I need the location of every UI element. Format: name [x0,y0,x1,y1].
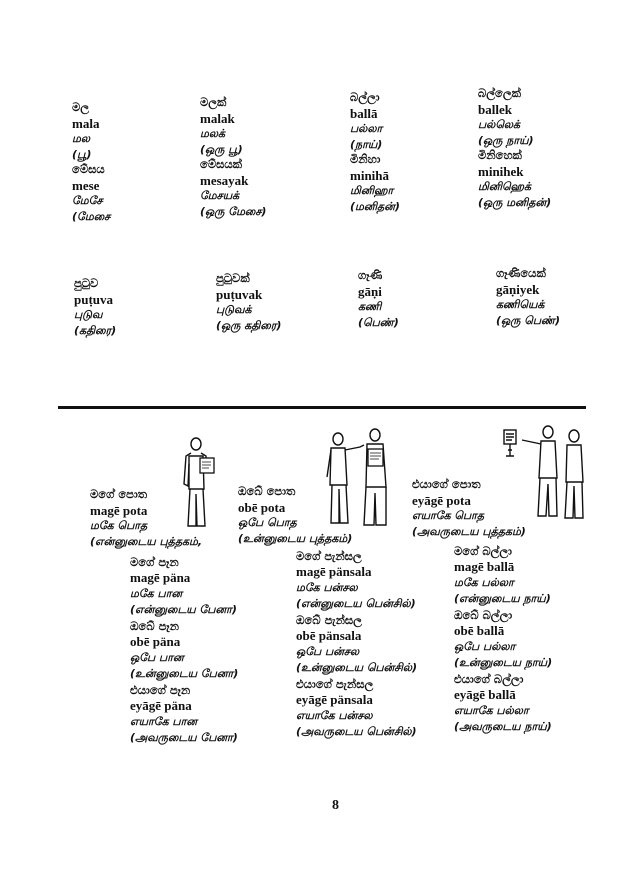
tamil-meaning: (நாய்) [350,137,383,151]
tamil-meaning: (மனிதன்) [350,199,400,213]
tamil-transliteration: மினிஹா [350,184,394,197]
latin-transliteration: mala [72,115,100,131]
vocab-group-ballek [478,86,551,210]
tamil-transliteration: எயாகே பான [130,715,198,728]
sinhala-phrase: මගේ පොත [90,487,148,501]
sinhala-word: මේසය [72,162,105,176]
phrase-eyage-pota [412,477,526,539]
phrase-column-pansala [296,548,417,740]
sinhala-phrase: ඔබේ බල්ලා [454,608,513,622]
tamil-meaning: (என்னுடைய பேனா) [130,603,237,616]
latin-transliteration: mese [72,177,100,193]
tamil-meaning: (என்னுடைய புத்தகம், [90,534,203,548]
latin-transliteration: obē pota [238,499,286,515]
section-divider [58,406,586,409]
sinhala-phrase: එයාගේ බල්ලා [454,672,524,686]
vocab-group-ganiyek [496,266,560,328]
phrase-column-balla [454,543,552,735]
tamil-transliteration: ஒபே பன்சல [296,645,360,658]
tamil-meaning: (அவருடைய நாய்) [454,720,552,733]
sinhala-word: මිනිහා [350,152,381,166]
latin-transliteration: gāṇiyek [496,281,540,297]
tamil-meaning: (உன்னுடைய நாய்) [454,656,553,669]
latin-transliteration: ballek [478,101,512,117]
page-number: 8 [332,798,339,813]
sinhala-phrase: ඔබේ පොත [238,484,296,498]
sinhala-phrase: මගේ පැන්සල [296,549,362,563]
sinhala-phrase: එයාගේ පොත [412,477,481,491]
tamil-transliteration: கணியெக் [496,298,545,311]
phrase-mage-pota [90,487,202,549]
tamil-meaning: (பெண்) [358,315,399,329]
vocab-group-putuvak [216,271,281,333]
tamil-transliteration: மினிஹெக் [478,180,532,193]
latin-transliteration: puṭuva [74,291,114,307]
tamil-transliteration: ஒபே பான [130,651,184,664]
latin-transliteration: minihek [478,163,524,179]
sinhala-phrase: ඔබේ පෑන [130,619,179,633]
sinhala-word: බල්ලා [350,90,380,104]
sinhala-word: පුටුවක් [216,271,250,285]
vocab-group-balla [350,90,400,214]
tamil-transliteration: புடுவ [74,308,103,321]
tamil-meaning: (ஒரு பூ) [200,142,243,156]
tamil-transliteration: ஒபே பல்லா [454,640,516,653]
sinhala-word: මේසයක් [200,157,242,171]
tamil-transliteration: புடுவக் [216,303,252,316]
tamil-meaning: (உன்னுடைய புத்தகம்) [238,531,353,545]
tamil-transliteration: மேசயக் [200,189,240,202]
latin-transliteration: eyāgē pänsala [296,692,373,707]
sinhala-phrase: මගේ පෑන [130,555,179,569]
tamil-transliteration: பல்லெக் [478,118,521,131]
tamil-meaning: (ஒரு மனிதன்) [478,195,552,209]
sinhala-phrase: එයාගේ පැන්සල [296,677,374,691]
tamil-meaning: (என்னுடைய நாய்) [454,592,551,605]
tamil-meaning: (என்னுடைய பென்சில்) [296,597,416,610]
sinhala-phrase: ඔබේ පැන්සල [296,613,362,627]
tamil-meaning: (ஒரு மேசை) [200,204,267,218]
tamil-meaning: (ஒரு பெண்) [496,313,561,327]
latin-transliteration: magē ballā [454,559,515,574]
tamil-transliteration: மகே பல்லா [454,576,514,589]
latin-transliteration: eyāgē pota [412,492,471,508]
tamil-transliteration: மகே பொத [90,519,148,532]
sinhala-word: ගෑණි [358,268,383,282]
vocab-group-putuva [74,276,116,338]
tamil-transliteration: மகே பன்சல [296,581,358,594]
tamil-meaning: (ஒரு கதிரை) [216,318,282,332]
latin-transliteration: obē ballā [454,623,505,638]
latin-transliteration: ballā [350,105,378,121]
vocab-group-gani [358,268,399,330]
tamil-transliteration: கணி [358,300,382,313]
tamil-meaning: (உன்னுடைய பென்சில்) [296,661,418,674]
tamil-transliteration: எயாகே பொத [412,509,485,522]
latin-transliteration: mesayak [200,172,249,188]
tamil-transliteration: மேசே [72,194,103,207]
latin-transliteration: eyāgē päna [130,698,192,713]
latin-transliteration: magē pänsala [296,564,372,579]
sinhala-word: ගෑණියෙක් [496,266,546,280]
latin-transliteration: obē päna [130,634,181,649]
latin-transliteration: magē päna [130,570,191,585]
latin-transliteration: magē pota [90,502,148,518]
phrase-column-pena [130,554,238,746]
tamil-meaning: (கதிரை) [74,323,117,337]
latin-transliteration: puṭuvak [216,286,263,302]
vocab-group-mala [72,100,110,224]
sinhala-word: මල [72,100,90,114]
latin-transliteration: malak [200,110,235,126]
tamil-transliteration: எயாகே பல்லா [454,704,529,717]
latin-transliteration: gāṇi [358,283,382,299]
tamil-transliteration: பல்லா [350,122,383,135]
latin-transliteration: minihā [350,167,390,183]
vocab-group-malak [200,95,266,219]
phrase-obe-pota [238,484,352,546]
sinhala-word: පුටුව [74,276,99,290]
sinhala-phrase: මගේ බල්ලා [454,544,512,558]
sinhala-word: මිනිහෙක් [478,148,522,162]
tamil-meaning: (பூ) [72,147,92,161]
tamil-transliteration: ஒபே பொத [238,516,297,529]
sinhala-word: බල්ලෙක් [478,86,521,100]
tamil-meaning: (உன்னுடைய பேனா) [130,667,239,680]
sinhala-phrase: එයාගේ පෑන [130,683,191,697]
tamil-meaning: (அவருடைய பேனா) [130,731,238,744]
latin-transliteration: eyāgē ballā [454,687,516,702]
tamil-transliteration: மல [72,132,90,145]
tamil-meaning: (ஒரு நாய்) [478,133,534,147]
tamil-transliteration: மகே பான [130,587,183,600]
latin-transliteration: obē pänsala [296,628,362,643]
tamil-transliteration: மலக் [200,127,226,140]
tamil-meaning: (அவருடைய புத்தகம்) [412,524,526,538]
tamil-meaning: (அவருடைய பென்சில்) [296,725,417,738]
sinhala-word: මලක් [200,95,227,109]
tamil-transliteration: எயாகே பன்சல [296,709,373,722]
tamil-meaning: (மேசை [72,209,111,223]
